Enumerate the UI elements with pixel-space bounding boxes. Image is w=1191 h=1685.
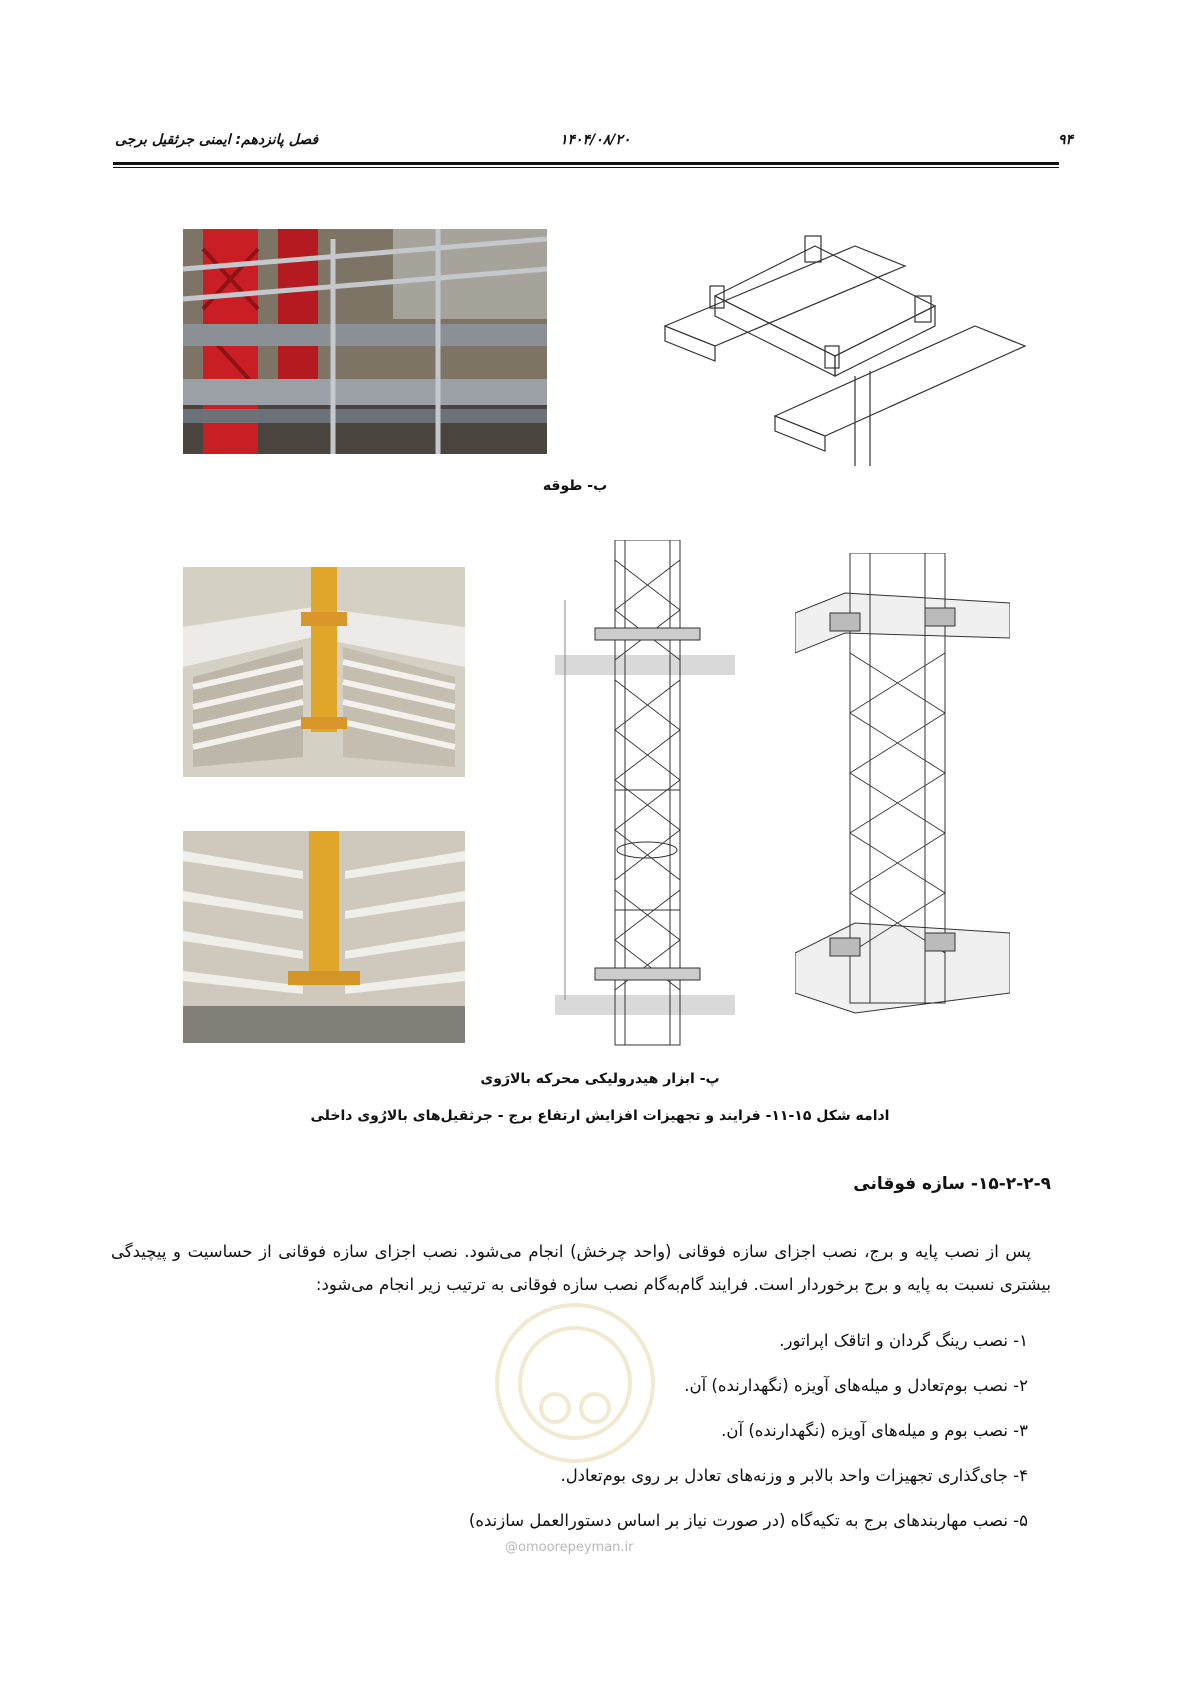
list-item: ۴- جای‌گذاری تجهیزات واحد بالابر و وزنه‌های تعادل بر روی بوم‌تعادل. xyxy=(560,1466,1028,1485)
list-item: ۳- نصب بوم و میله‌های آویزه (نگهدارنده) آن. xyxy=(721,1421,1028,1440)
header-rule-thin xyxy=(113,167,1059,168)
figure-caption-b: ب- طوقه xyxy=(542,478,608,494)
watermark-logo xyxy=(490,1298,660,1468)
climbing-tower-isometric-drawing xyxy=(795,553,1010,1043)
figure-caption-p: پ- ابزار هیدرولیکی محرکه بالارَوی xyxy=(480,1071,720,1087)
header-rule-thick xyxy=(113,162,1059,165)
collar-drawing xyxy=(655,226,1035,466)
figure-caption-main: ادامه شکل ۱۵-۱۱- فرایند و تجهیزات افزایش ارتفاع برج - جرثقیل‌های بالارُوی داخلی xyxy=(310,1108,890,1124)
watermark-site: @omoorepeyman.ir xyxy=(505,1540,634,1555)
section-heading: ۱۵-۲-۲-۹- سازه فوقانی xyxy=(853,1174,1051,1194)
climbing-tower-elevation-drawing xyxy=(555,540,735,1055)
climbing-crane-model-photo-bottom xyxy=(183,831,465,1043)
chapter-title: فصل پانزدهم: ایمنی جرثقیل برجی xyxy=(115,132,319,148)
page-number: ۹۴ xyxy=(1057,132,1073,148)
list-item: ۵- نصب مهاربندهای برج به تکیه‌گاه (در صورت نیاز بر اساس دستورالعمل سازنده) xyxy=(468,1511,1028,1530)
list-item: ۱- نصب رینگ گردان و اتاقک اپراتور. xyxy=(779,1331,1028,1350)
header-date: ۱۴۰۴/۰۸/۲۰ xyxy=(560,132,631,148)
list-item: ۲- نصب بوم‌تعادل و میله‌های آویزه (نگهدارنده) آن. xyxy=(684,1376,1028,1395)
climbing-crane-model-photo-top xyxy=(183,567,465,777)
body-paragraph: پس از نصب پایه و برج، نصب اجزای سازه فوقانی (واحد چرخش) انجام می‌شود. نصب اجزای سازه فوقانی از حساسیت و پیچیدگی بیشتری نسبت به پایه و برج برخوردار است. فرایند گام‌به‌گام نصب سازه فوقانی به ترتیب زیر انجام می‌شود: xyxy=(111,1242,1051,1294)
collar-site-photo xyxy=(183,229,547,454)
